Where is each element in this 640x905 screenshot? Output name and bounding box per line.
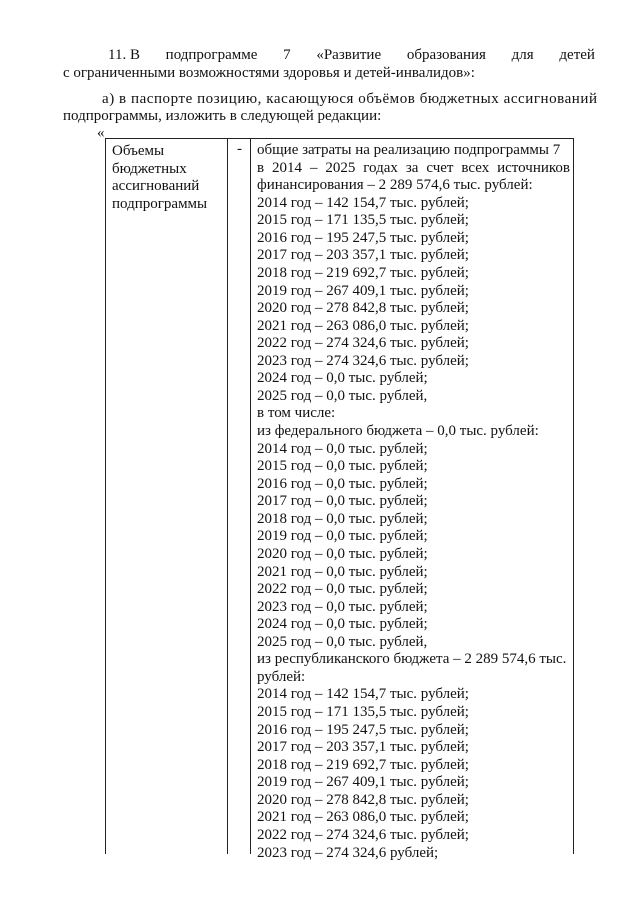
intro-word: – bbox=[309, 159, 318, 176]
federal-year-line: 2025 год – 0,0 тыс. рублей, bbox=[257, 633, 428, 650]
total-year-line: 2025 год – 0,0 тыс. рублей, bbox=[257, 387, 428, 404]
column-divider-1 bbox=[227, 139, 228, 854]
intro-word: 2025 bbox=[325, 159, 356, 176]
federal-year-line: 2019 год – 0,0 тыс. рублей; bbox=[257, 528, 428, 545]
intro-line: общие затраты на реализацию подпрограммы 7 bbox=[257, 142, 561, 158]
republic-year-line: 2020 год – 278 842,8 тыс. рублей; bbox=[257, 791, 469, 808]
federal-year-line: 2024 год – 0,0 тыс. рублей; bbox=[257, 616, 428, 633]
total-year-line: 2023 год – 274 324,6 тыс. рублей; bbox=[257, 352, 469, 369]
federal-year-line: 2018 год – 0,0 тыс. рублей; bbox=[257, 510, 428, 527]
republic-year-line: 2016 год – 195 247,5 тыс. рублей; bbox=[257, 721, 469, 738]
intro-line: финансирования – 2 289 574,6 тыс. рублей: bbox=[257, 177, 533, 194]
federal-year-line: 2017 год – 0,0 тыс. рублей; bbox=[257, 493, 428, 510]
intro-word: 2014 bbox=[272, 159, 303, 176]
federal-year-line: 2022 год – 0,0 тыс. рублей; bbox=[257, 581, 428, 598]
subprogram-number: 7 bbox=[283, 47, 291, 63]
intro-word: за bbox=[405, 159, 419, 176]
heading-word: подпрограмме bbox=[165, 47, 258, 63]
federal-year-line: 2014 год – 0,0 тыс. рублей; bbox=[257, 440, 428, 457]
intro-word: в bbox=[257, 159, 265, 176]
federal-year-line: 2023 год – 0,0 тыс. рублей; bbox=[257, 598, 428, 615]
opening-quote: « bbox=[97, 125, 105, 141]
including-line: в том числе: bbox=[257, 405, 336, 422]
label-line: бюджетных bbox=[112, 160, 187, 177]
intro-word: источников bbox=[497, 159, 570, 176]
total-year-line: 2021 год – 263 086,0 тыс. рублей; bbox=[257, 317, 469, 334]
intro-line-justified bbox=[257, 160, 570, 178]
total-year-line: 2020 год – 278 842,8 тыс. рублей; bbox=[257, 300, 469, 317]
label-line: подпрограммы bbox=[112, 195, 208, 212]
total-year-line: 2016 год – 195 247,5 тыс. рублей; bbox=[257, 229, 469, 246]
paragraph-a-line-1: а) в паспорте позицию, касающуюся объёмов бюджетных ассигнований bbox=[102, 91, 598, 107]
total-year-line: 2015 год – 171 135,5 тыс. рублей; bbox=[257, 212, 469, 229]
heading-word: образования bbox=[406, 47, 486, 63]
dash-cell: - bbox=[237, 141, 242, 157]
total-year-line: 2017 год – 203 357,1 тыс. рублей; bbox=[257, 247, 469, 264]
republic-year-line: 2015 год – 171 135,5 тыс. рублей; bbox=[257, 704, 469, 720]
republic-year-line: 2017 год – 203 357,1 тыс. рублей; bbox=[257, 739, 469, 756]
column-divider-2 bbox=[250, 139, 251, 854]
republic-year-line: 2021 год – 263 086,0 тыс. рублей; bbox=[257, 809, 469, 826]
intro-word: всех bbox=[461, 159, 490, 176]
label-cell bbox=[112, 143, 207, 213]
intro-word: годах bbox=[363, 159, 398, 176]
total-year-line: 2019 год – 267 409,1 тыс. рублей; bbox=[257, 282, 469, 299]
item-number: 11. В bbox=[108, 47, 140, 63]
federal-year-line: 2020 год – 0,0 тыс. рублей; bbox=[257, 545, 428, 562]
total-year-line: 2022 год – 274 324,6 тыс. рублей; bbox=[257, 335, 469, 352]
republic-header-line: рублей: bbox=[257, 668, 306, 685]
total-year-line: 2014 год – 142 154,7 тыс. рублей; bbox=[257, 194, 469, 211]
federal-year-line: 2021 год – 0,0 тыс. рублей; bbox=[257, 563, 428, 580]
republic-year-line: 2023 год – 274 324,6 рублей; bbox=[257, 844, 439, 861]
label-line: Объемы bbox=[112, 143, 165, 159]
republic-header-line: из республиканского бюджета – 2 289 574,6 тыс. bbox=[257, 651, 567, 668]
total-year-line: 2018 год – 219 692,7 тыс. рублей; bbox=[257, 264, 469, 281]
label-line: ассигнований bbox=[112, 178, 200, 194]
paragraph-a-line-2: подпрограммы, изложить в следующей редакции: bbox=[63, 108, 382, 124]
republic-year-line: 2018 год – 219 692,7 тыс. рублей; bbox=[257, 756, 469, 773]
heading-word: для bbox=[511, 47, 534, 63]
heading-line-1 bbox=[108, 47, 595, 64]
heading-line-2: с ограниченными возможностями здоровья и детей-инвалидов»: bbox=[63, 65, 475, 81]
content-cell bbox=[257, 142, 570, 862]
heading-word: «Развитие bbox=[316, 47, 382, 63]
heading-word: детей bbox=[559, 47, 595, 63]
republic-year-line: 2022 год – 274 324,6 тыс. рублей; bbox=[257, 826, 469, 843]
republic-year-line: 2019 год – 267 409,1 тыс. рублей; bbox=[257, 774, 469, 791]
federal-header-line: из федерального бюджета – 0,0 тыс. рублей: bbox=[257, 423, 539, 439]
total-year-line: 2024 год – 0,0 тыс. рублей; bbox=[257, 370, 428, 387]
budget-table bbox=[105, 138, 574, 861]
federal-year-line: 2016 год – 0,0 тыс. рублей; bbox=[257, 475, 428, 492]
republic-year-line: 2014 год – 142 154,7 тыс. рублей; bbox=[257, 686, 469, 703]
federal-year-line: 2015 год – 0,0 тыс. рублей; bbox=[257, 458, 428, 475]
intro-word: счет bbox=[426, 159, 454, 176]
